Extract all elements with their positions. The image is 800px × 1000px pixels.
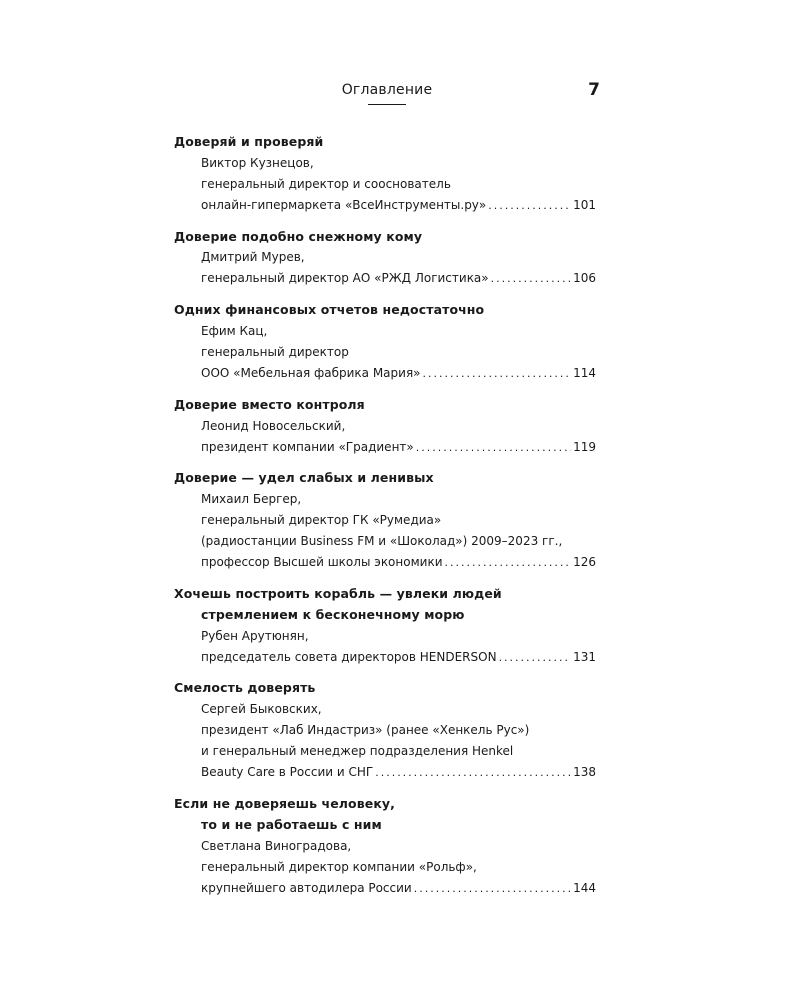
toc-entry-title: Одних финансовых отчетов недостаточно [174,302,485,318]
toc-entry [174,395,596,458]
toc-entry-author-line: Светлана Виноградова, [201,838,352,853]
toc-entry [174,584,596,668]
toc-entry [174,132,596,216]
toc-entry-page-number: 131 [573,649,596,664]
toc-entry-affiliation: ООО «Мебельная фабрика Мария» [201,365,421,380]
toc-entry-page-line [174,878,596,899]
toc-entry-affiliation: председатель совета директоров HENDERSON [201,649,497,664]
dot-leader [445,553,572,573]
toc-entry-page-line [174,363,596,384]
toc-entry-affiliation: крупнейшего автодилера России [201,880,412,895]
toc-entry-author-line: и генеральный менеджер подразделения Henkel [201,744,514,759]
toc-entry-author-line: Виктор Кузнецов, [201,155,314,170]
toc-entry-author-line: Леонид Новосельский, [201,418,346,433]
toc-entry-author-line: Рубен Арутюнян, [201,628,309,643]
toc-entry-author-line: (радиостанции Business FM и «Шоколад») 2009–2023 гг., [201,534,563,549]
toc-entry-affiliation: Beauty Care в России и СНГ [201,765,374,780]
dot-leader [375,763,571,783]
toc-entry-page-number: 126 [573,555,596,570]
toc-entry-title: Смелость доверять [174,680,316,696]
dot-leader [488,196,571,216]
toc-entry [174,227,596,290]
toc-entry-page-line [174,437,596,458]
toc-entry-page-number: 106 [573,271,596,286]
toc-entry-title: Доверие вместо контроля [174,396,365,412]
toc-entry-title: Доверие — удел слабых и ленивых [174,470,434,486]
toc-entry-title: стремлением к бесконечному морю [201,606,465,622]
dot-leader [491,269,571,289]
dot-leader [416,438,571,458]
toc-entry-author-line: Михаил Бергер, [201,492,302,507]
toc-entry-affiliation: генеральный директор АО «РЖД Логистика» [201,271,489,286]
dot-leader [499,648,572,668]
toc-entry-title: то и не работаешь с ним [201,816,382,832]
table-of-contents [174,132,596,909]
toc-entry-author-line: генеральный директор компании «Рольф», [201,859,477,874]
toc-entry-author-line: генеральный директор ГК «Румедиа» [201,513,442,528]
toc-entry-author-line: генеральный директор [201,345,349,360]
running-header-title: Оглавление [341,82,433,98]
toc-entry-page-number: 144 [573,880,596,895]
page-number: 7 [588,80,600,100]
toc-entry [174,794,596,898]
dot-leader [423,364,572,384]
dot-leader [414,879,571,899]
toc-entry-author-line: Сергей Быковских, [201,702,322,717]
toc-entry-page-line [174,762,596,783]
header-underline [368,104,406,105]
toc-entry-author-line: президент «Лаб Индастриз» (ранее «Хенкель Рус») [201,723,530,738]
toc-entry-author-line: Дмитрий Мурев, [201,250,305,265]
toc-entry-page-line [174,268,596,289]
toc-entry [174,300,596,384]
toc-entry-page-number: 138 [573,765,596,780]
toc-entry-affiliation: профессор Высшей школы экономики [201,555,443,570]
toc-entry-page-line [174,647,596,668]
toc-entry-page-line [174,195,596,216]
toc-entry-page-number: 119 [573,439,596,454]
toc-entry-affiliation: президент компании «Градиент» [201,439,414,454]
toc-entry-title: Доверие подобно снежному кому [174,228,423,244]
page-header [0,80,800,110]
toc-entry-page-line [174,552,596,573]
toc-entry-title: Доверяй и проверяй [174,134,324,149]
toc-entry-title: Если не доверяешь человеку, [174,795,396,811]
toc-entry-page-number: 114 [573,365,596,380]
toc-entry-page-number: 101 [573,197,596,212]
toc-entry [174,678,596,782]
toc-entry-affiliation: онлайн-гипермаркета «ВсеИнструменты.ру» [201,197,487,212]
toc-entry [174,468,596,572]
toc-entry-author-line: генеральный директор и сооснователь [201,176,451,191]
toc-entry-title: Хочешь построить корабль — увлеки людей [174,585,502,601]
toc-entry-author-line: Ефим Кац, [201,324,268,339]
